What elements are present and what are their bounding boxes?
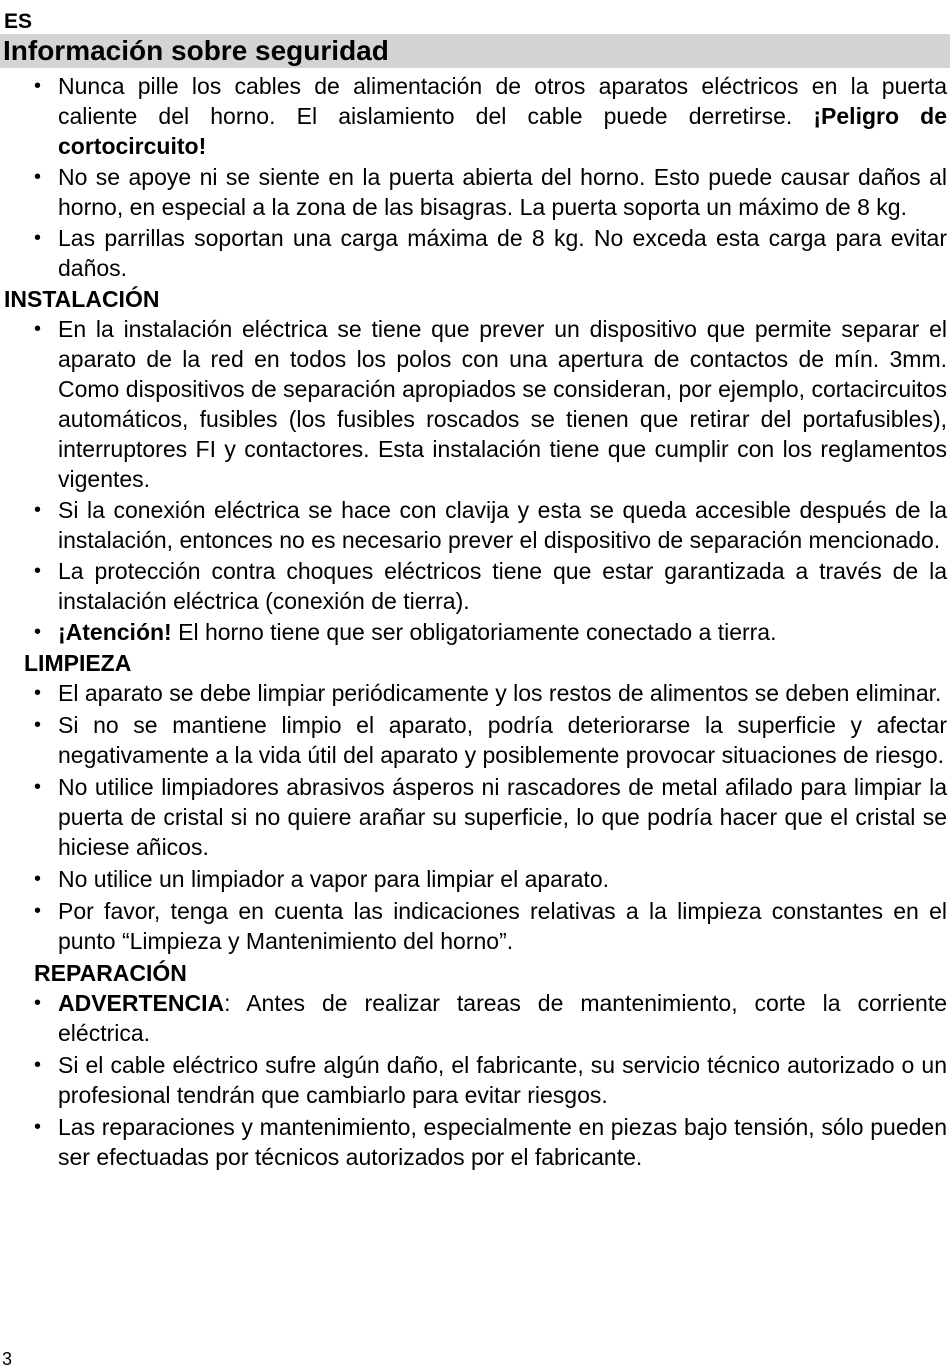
bullet-icon: •: [34, 560, 42, 582]
item-text: Si no se mantiene limpio el aparato, podría deteriorarse la superficie y afectar negativamente a la vida útil del aparato y posiblemente provocar situaciones de riesgo.: [58, 712, 947, 768]
installation-item-1: [0, 314, 947, 494]
item-text: El aparato se debe limpiar periódicamente y los restos de alimentos se deben eliminar.: [58, 680, 942, 706]
item-text: Las reparaciones y mantenimiento, especialmente en piezas bajo tensión, sólo pueden ser efectuadas por técnicos autorizados por el fabricante.: [58, 1114, 947, 1170]
bullet-icon: •: [34, 900, 42, 922]
installation-item-3: [0, 556, 947, 616]
repair-list: [0, 988, 947, 1172]
bullet-icon: •: [34, 1116, 42, 1138]
item-text: No utilice limpiadores abrasivos ásperos ni rascadores de metal afilado para limpiar la puerta de cristal si no quiere arañar su superficie, lo que podría hacer que el cristal se hiciese añicos.: [58, 774, 947, 860]
document-body: [0, 71, 947, 1174]
cleaning-item-5: [0, 896, 947, 956]
item-text: En la instalación eléctrica se tiene que prever un dispositivo que permite separar el aparato de la red en todos los polos con una apertura de contactos de mín. 3mm. Como dispositivos de separación apropiados se consideran, por ejemplo, cortacircuitos automáticos, fusibles (los fusibles roscados se tienen que retirar del portafusibles), interruptores FI y contactores. Esta instalación tiene que cumplir con los reglamentos vigentes.: [58, 316, 947, 492]
safety-item-2: [0, 162, 947, 222]
repair-item-2: [0, 1050, 947, 1110]
cleaning-heading: LIMPIEZA: [24, 650, 132, 676]
repair-heading: REPARACIÓN: [34, 960, 187, 986]
bullet-icon: •: [34, 992, 42, 1014]
cleaning-item-1: [0, 678, 947, 708]
bullet-icon: •: [34, 75, 42, 97]
item-text: No utilice un limpiador a vapor para limpiar el aparato.: [58, 866, 610, 892]
language-code: ES: [4, 10, 33, 33]
installation-item-4: [0, 617, 947, 647]
bullet-icon: •: [34, 166, 42, 188]
item-text: Si el cable eléctrico sufre algún daño, el fabricante, su servicio técnico autorizado o un profesional tendrán que cambiarlo para evitar riesgos.: [58, 1052, 947, 1108]
bullet-icon: •: [34, 868, 42, 890]
item-text-end: : Antes de realizar tareas de mantenimiento, corte la corriente eléctrica.: [58, 990, 947, 1046]
item-text: Por favor, tenga en cuenta las indicaciones relativas a la limpieza constantes en el punto “Limpieza y Mantenimiento del horno”.: [58, 898, 947, 954]
bullet-icon: •: [34, 227, 42, 249]
cleaning-list: [0, 678, 947, 956]
item-text: No se apoye ni se siente en la puerta abierta del horno. Esto puede causar daños al horno, en especial a la zona de las bisagras. La puerta soporta un máximo de 8 kg.: [58, 164, 947, 220]
bullet-icon: •: [34, 499, 42, 521]
safety-list: [0, 71, 947, 283]
bullet-icon: •: [34, 714, 42, 736]
page-number: 3: [2, 1349, 13, 1369]
item-text: Las parrillas soportan una carga máxima de 8 kg. No exceda esta carga para evitar daños.: [58, 225, 947, 281]
cleaning-item-2: [0, 710, 947, 770]
installation-item-2: [0, 495, 947, 555]
bullet-icon: •: [34, 776, 42, 798]
title-bar: [0, 34, 950, 68]
safety-item-3: [0, 223, 947, 283]
item-bold-text: ¡Atención!: [58, 619, 172, 645]
safety-item-1: [0, 71, 947, 161]
installation-list: [0, 314, 947, 647]
item-bold-text: ¡Peligro de cortocircuito!: [58, 103, 947, 159]
item-text: Si la conexión eléctrica se hace con clavija y esta se queda accesible después de la instalación, entonces no es necesario prever el dispositivo de separación mencionado.: [58, 497, 947, 553]
item-text-end: El horno tiene que ser obligatoriamente conectado a tierra.: [171, 619, 777, 645]
cleaning-item-4: [0, 864, 947, 894]
installation-heading: INSTALACIÓN: [4, 286, 160, 312]
bullet-icon: •: [34, 318, 42, 340]
item-bold-text: ADVERTENCIA: [58, 990, 225, 1016]
repair-item-1: [0, 988, 947, 1048]
bullet-icon: •: [34, 1054, 42, 1076]
item-text: La protección contra choques eléctricos tiene que estar garantizada a través de la instalación eléctrica (conexión de tierra).: [58, 558, 947, 614]
cleaning-item-3: [0, 772, 947, 862]
repair-item-3: [0, 1112, 947, 1172]
bullet-icon: •: [34, 682, 42, 704]
page-title: Información sobre seguridad: [3, 35, 389, 66]
item-text: Nunca pille los cables de alimentación de otros aparatos eléctricos en la puerta caliente del horno. El aislamiento del cable puede derretirse.: [58, 73, 947, 129]
bullet-icon: •: [34, 621, 42, 643]
